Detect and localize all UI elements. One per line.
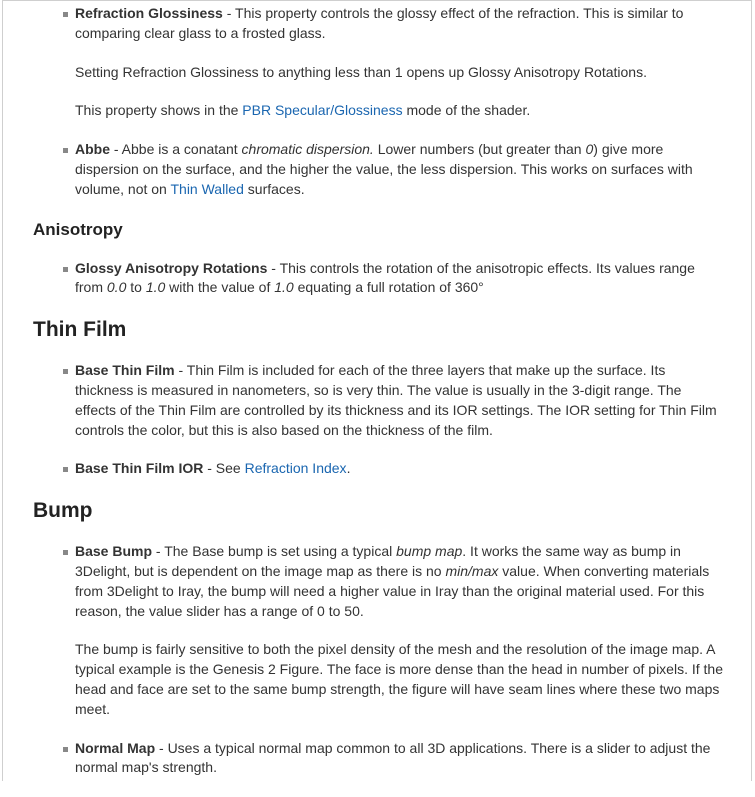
list-item-base-thin-film <box>75 361 723 440</box>
normal-map-term: Normal Map <box>75 739 156 756</box>
base-thin-film-paragraph <box>75 361 723 440</box>
abbe-text-2: Lower numbers (but greater than <box>373 141 586 158</box>
base-thin-film-ior-text: - See <box>203 460 245 477</box>
bump-heading: Bump <box>33 499 93 523</box>
refraction-list <box>33 4 723 200</box>
base-bump-paragraph <box>75 542 723 621</box>
base-thin-film-ior-term: Base Thin Film IOR <box>75 460 204 477</box>
anisotropy-term: Glossy Anisotropy Rotations <box>75 259 268 276</box>
anisotropy-paragraph <box>75 259 723 299</box>
abbe-paragraph <box>75 140 723 199</box>
list-item-base-bump <box>75 542 723 719</box>
normal-map-paragraph <box>75 739 723 779</box>
base-bump-emphasis-2: min/max <box>445 562 499 579</box>
list-item-glossy-anisotropy-rotations <box>75 259 723 299</box>
base-bump-text-1: - The Base bump is set using a typical <box>152 543 397 560</box>
base-thin-film-ior-paragraph <box>75 459 723 479</box>
pbr-specular-glossiness-link[interactable]: PBR Specular/Glossiness <box>242 102 403 119</box>
mode-text-before: This property shows in the <box>75 102 243 119</box>
base-bump-text-2: . It works the same way as bump in 3Delight, but is dependent on the image map as there is no <box>75 543 681 579</box>
base-bump-text-3: value. When converting materials from 3Delight to Iray, the bump will need a higher value in Iray than the original material used. For this reason, the value slider has a range of 0 to 50. <box>75 562 710 619</box>
anisotropy-text-2: to <box>126 279 146 296</box>
base-thin-film-ior-after: . <box>346 460 351 477</box>
refraction-glossiness-term: Refraction Glossiness <box>75 5 223 21</box>
abbe-text-3: ) give more dispersion on the surface, and the higher the value, the less dispersion. This works on surfaces with volume, not on <box>75 141 693 197</box>
abbe-text-1: - Abbe is a conatant <box>110 141 242 158</box>
refraction-index-link[interactable]: Refraction Index <box>244 460 347 477</box>
base-bump-note: The bump is fairly sensitive to both the pixel density of the mesh and the resolution of the image map. A typical example is the Genesis 2 Figure. The face is more dense than the head in number of pixels. If the head and face are set to the same bump strength, the figure will have seam lines where these two maps meet. <box>75 641 723 717</box>
anisotropy-emphasis-3: 1.0 <box>274 279 294 296</box>
abbe-emphasis-1: chromatic dispersion. <box>241 141 374 158</box>
thin-film-heading: Thin Film <box>33 318 127 342</box>
anisotropy-list <box>33 259 723 299</box>
list-item-abbe <box>75 140 723 199</box>
abbe-emphasis-2: 0 <box>585 141 594 158</box>
base-bump-term: Base Bump <box>75 543 153 560</box>
thin-walled-link[interactable]: Thin Walled <box>170 180 244 197</box>
anisotropy-heading: Anisotropy <box>33 219 123 239</box>
refraction-glossiness-mode-paragraph <box>75 101 723 121</box>
abbe-term: Abbe <box>75 141 110 158</box>
bump-list <box>33 542 723 778</box>
refraction-glossiness-paragraph <box>75 4 723 44</box>
list-item-refraction-glossiness <box>75 4 723 121</box>
normal-map-text: - Uses a typical normal map common to all 3D applications. There is a slider to adjust the normal map's strength. <box>75 739 711 776</box>
anisotropy-text-1: - This controls the rotation of the anisotropic effects. Its values range from <box>75 259 695 296</box>
anisotropy-text-3: with the value of <box>165 279 275 296</box>
list-item-base-thin-film-ior <box>75 459 723 479</box>
mode-text-after: mode of the shader. <box>402 102 531 119</box>
anisotropy-emphasis-1: 0.0 <box>106 279 127 296</box>
abbe-text-4: surfaces. <box>243 180 305 197</box>
list-item-normal-map <box>75 739 723 779</box>
anisotropy-emphasis-2: 1.0 <box>145 279 166 296</box>
base-thin-film-term: Base Thin Film <box>75 362 175 379</box>
base-bump-emphasis-1: bump map <box>396 543 463 560</box>
base-thin-film-text: - Thin Film is included for each of the three layers that make up the surface. Its thickness is measured in nanometers, so is very thin. The value is usually in the 3-digit range. The effects of the Thin Film are controlled by its thickness and its IOR settings. The IOR setting for Thin Film controls the color, but this is also based on the thickness of the film. <box>75 362 717 438</box>
refraction-glossiness-note: Setting Refraction Glossiness to anything less than 1 opens up Glossy Anisotropy Rotations. <box>75 63 647 80</box>
thin-film-list <box>33 361 723 479</box>
document-content <box>33 4 723 797</box>
refraction-glossiness-text: - This property controls the glossy effect of the refraction. This is similar to comparing clear glass to a frosted glass. <box>75 5 684 41</box>
anisotropy-text-4: equating a full rotation of 360° <box>293 279 484 296</box>
